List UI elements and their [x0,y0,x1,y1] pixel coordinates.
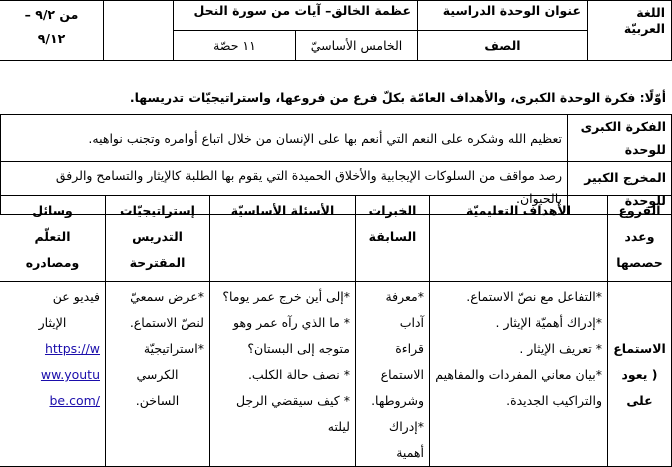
class-value-cell [296,31,418,61]
periods-cell [174,31,296,61]
resources-cell: فيديو عن الإيثار https://w ww.youtu be.com/ [0,282,106,467]
big-idea-label: الفكرة الكبرى للوحدة [568,115,672,162]
date-cell [0,1,104,61]
unit-title: عظمة الخالق– آيات من سورة النحل [193,3,411,18]
header-questions: الأسئلة الأساسيّة [210,196,356,282]
big-idea-text: تعظيم الله وشكره على النعم التي أنعم بها على الإنسان من خلال اتباع أوامره وتجنب نواهيه. [1,115,568,162]
class-label: الصف [484,37,521,53]
objectives-cell: *التفاعل مع نصّ الاستماع. *إدراك أهميّة الإيثار . * تعريف الإيثار . *بيان معاني المفردات والمفاهيم والتراكيب الجديدة. [430,282,608,467]
youtube-link-line-2[interactable]: ww.youtu [40,367,100,382]
outcome-label: المخرج الكبير للوحدة [568,162,672,215]
experience-cell: *معرفة آداب قراءة الاستماع وشروطها. *إدراك أهمية [356,282,430,467]
table-row [0,282,672,467]
strategies-cell: *عرض سمعيّ لنصّ الاستماع. *استراتيجيّة الكرسي الساخن. [106,282,210,467]
youtube-link-line-1[interactable]: https://w [44,341,100,356]
objectives-table [0,195,672,467]
unit-label-cell [418,1,588,31]
header-strategies: إستراتيجيّات التدريس المقترحة [106,196,210,282]
periods-count: ١١ حصّة [213,37,256,53]
outcome-text-line-1: رصد مواقف من السلوكات الإيجابية والأخلاق الحميدة التي يقوم بها الطلبة كالإيثار والتسامح والرفق [55,168,562,183]
header-experience: الخبرات السابقة [356,196,430,282]
class-value: الخامس الأساسيّ [310,37,403,53]
header-objectives: الأهداف التعليميّة [430,196,608,282]
unit-label: عنوان الوحدة الدراسية [442,3,581,18]
header-table [0,0,672,61]
blank-cell [104,1,174,61]
header-branches: الفروع وعدد حصصها [608,196,672,282]
outcome-text-line-2: بالحيوان. [515,191,562,206]
date-from: من ٩/٢ – [24,7,79,22]
branch-cell: الاستماع ( يعود على [608,282,672,467]
date-to: ٩/١٢ [37,31,66,46]
youtube-link-line-3[interactable]: be.com/ [49,393,100,408]
header-resources: وسائل التعلّم ومصادره [0,196,106,282]
subject-cell [588,1,672,61]
section-title: أوّلًا: فكرة الوحدة الكبرى، والأهداف العامّة بكلّ فرع من فروعها، واستراتيجيّات تدريسها. [129,90,666,105]
questions-cell: *إلى أين خرج عمر يوما؟ * ما الذي رآه عمر وهو متوجه إلى البستان؟ * نصف حالة الكلب. * كيف سيقضي الرجل ليلته [210,282,356,467]
subject-label: اللغة العربيّة [623,5,665,36]
class-label-cell [418,31,588,61]
unit-title-cell [174,1,418,31]
